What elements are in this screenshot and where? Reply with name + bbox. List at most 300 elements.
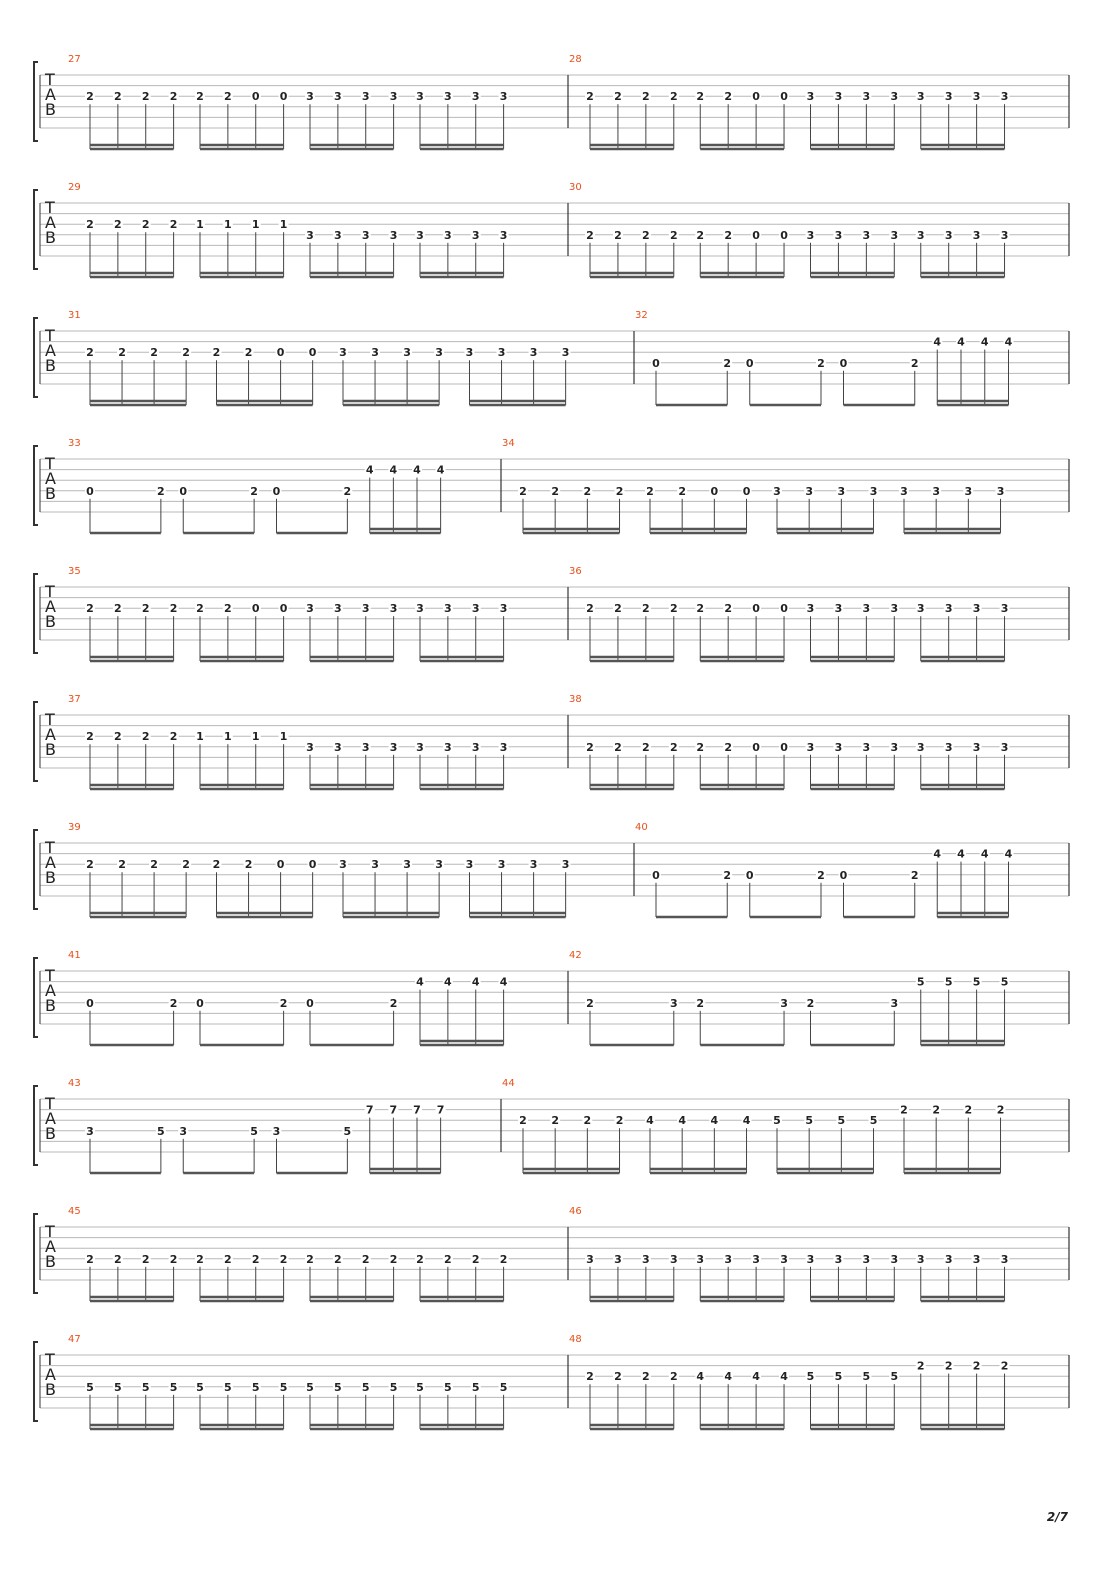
fret-number: 5: [416, 1380, 424, 1394]
note-group: [415, 90, 509, 149]
fret-number: 3: [389, 228, 398, 242]
fret-number: 5: [389, 1380, 398, 1394]
fret-number: 2: [416, 1252, 424, 1266]
fret-number: 2: [141, 730, 150, 744]
fret-number: 2: [519, 1114, 527, 1128]
fret-number: 3: [890, 228, 899, 242]
fret-number: 3: [972, 740, 981, 754]
fret-number: 3: [972, 602, 981, 616]
note-group: [806, 90, 900, 149]
fret-number: 3: [1000, 740, 1009, 754]
fret-number: 3: [339, 858, 347, 872]
fret-number: 2: [910, 868, 919, 882]
fret-number: 4: [933, 847, 942, 861]
fret-number: 3: [669, 996, 678, 1010]
fret-number: 2: [251, 1252, 260, 1266]
fret-number: 3: [497, 346, 506, 360]
note-group: [932, 336, 1013, 405]
fret-number: 3: [361, 602, 370, 616]
note-group: [85, 730, 179, 789]
fret-number: 4: [416, 975, 424, 989]
fret-number: 3: [471, 740, 480, 754]
fret-number: 3: [529, 346, 538, 360]
note-group: [645, 1114, 752, 1173]
fret-number: 2: [817, 868, 825, 882]
fret-number: 3: [972, 90, 981, 104]
measure: [569, 950, 1010, 1045]
tab-system: [34, 694, 1069, 789]
fret-number: 2: [389, 996, 398, 1010]
tab-clef-letter: A: [45, 213, 56, 232]
note-group: [932, 848, 1013, 917]
fret-number: 0: [196, 996, 204, 1010]
note-group: [195, 602, 289, 661]
fret-number: 2: [586, 996, 594, 1010]
tab-clef-letter: A: [45, 1365, 56, 1384]
fret-number: 3: [932, 484, 941, 498]
fret-number: 4: [471, 975, 480, 989]
fret-number: 4: [499, 975, 508, 989]
fret-number: 5: [862, 1370, 871, 1384]
note-group: [305, 997, 399, 1045]
fret-number: 3: [272, 1124, 281, 1138]
note-group: [585, 1370, 679, 1429]
tab-clef-letter: B: [45, 228, 56, 247]
fret-number: 2: [114, 730, 122, 744]
fret-number: 3: [389, 90, 398, 104]
fret-number: 2: [583, 1114, 592, 1128]
fret-number: 2: [86, 858, 94, 872]
fret-number: 3: [972, 1252, 981, 1266]
fret-number: 3: [1000, 1252, 1009, 1266]
fret-number: 3: [86, 1124, 94, 1138]
fret-number: 5: [169, 1380, 178, 1394]
measure-number: 40: [635, 822, 648, 833]
fret-number: 3: [806, 228, 815, 242]
system-bracket: [34, 62, 38, 141]
system-bracket: [34, 574, 38, 653]
fret-number: 2: [669, 90, 678, 104]
fret-number: 2: [669, 228, 678, 242]
measure: [635, 310, 1014, 405]
fret-number: 3: [499, 602, 508, 616]
fret-number: 3: [834, 90, 843, 104]
fret-number: 3: [862, 740, 871, 754]
fret-number: 4: [710, 1114, 719, 1128]
fret-number: 2: [642, 602, 650, 616]
fret-number: 2: [696, 740, 705, 754]
fret-number: 2: [150, 346, 158, 360]
fret-number: 0: [272, 484, 281, 498]
note-group: [212, 858, 318, 917]
fret-number: 3: [862, 1252, 871, 1266]
fret-number: 2: [86, 218, 94, 232]
fret-number: 0: [752, 740, 760, 754]
note-group: [585, 997, 679, 1045]
tab-clef-letter: B: [45, 1380, 56, 1399]
note-group: [695, 741, 789, 789]
fret-number: 3: [890, 1252, 899, 1266]
measure-number: 28: [569, 54, 582, 65]
tab-clef-letter: A: [45, 1109, 56, 1128]
fret-number: 0: [780, 90, 788, 104]
fret-number: 0: [839, 356, 848, 370]
fret-number: 2: [114, 1252, 122, 1266]
measure: [68, 310, 571, 405]
fret-number: 3: [334, 740, 342, 754]
note-group: [916, 976, 1010, 1045]
fret-number: 2: [723, 356, 732, 370]
fret-number: 2: [586, 90, 594, 104]
measure: [569, 182, 1010, 277]
fret-number: 3: [806, 90, 815, 104]
fret-number: 3: [834, 228, 843, 242]
fret-number: 2: [224, 90, 232, 104]
fret-number: 2: [182, 346, 190, 360]
fret-number: 2: [157, 484, 165, 498]
note-group: [916, 602, 1010, 661]
system-bracket: [34, 1214, 38, 1293]
system-bracket: [34, 830, 38, 909]
fret-number: 3: [944, 740, 953, 754]
measure: [68, 1206, 509, 1301]
fret-number: 5: [157, 1124, 165, 1138]
fret-number: 3: [916, 740, 925, 754]
measure-number: 32: [635, 310, 648, 321]
note-group: [305, 602, 399, 661]
fret-number: 2: [669, 1370, 678, 1384]
fret-number: 2: [646, 484, 654, 498]
fret-number: 2: [1000, 1359, 1009, 1373]
fret-number: 4: [957, 335, 965, 349]
note-group: [465, 858, 571, 917]
fret-number: 3: [806, 740, 815, 754]
measure-number: 45: [68, 1206, 81, 1217]
note-group: [839, 869, 920, 917]
fret-number: 5: [361, 1380, 370, 1394]
fret-number: 3: [752, 1252, 760, 1266]
fret-number: 2: [182, 858, 190, 872]
note-group: [695, 90, 789, 149]
fret-number: 2: [169, 90, 178, 104]
measure: [635, 822, 1014, 917]
fret-number: 3: [900, 484, 908, 498]
note-group: [585, 602, 679, 661]
fret-number: 0: [752, 602, 760, 616]
fret-number: 3: [361, 228, 370, 242]
fret-number: 0: [652, 868, 660, 882]
fret-number: 2: [196, 602, 204, 616]
fret-number: 2: [141, 602, 150, 616]
tab-system: [34, 182, 1069, 277]
fret-number: 4: [436, 463, 445, 477]
fret-number: 2: [642, 90, 650, 104]
fret-number: 3: [471, 90, 480, 104]
fret-number: 4: [742, 1114, 751, 1128]
fret-number: 3: [561, 858, 570, 872]
fret-number: 3: [339, 346, 347, 360]
fret-number: 2: [551, 1114, 560, 1128]
fret-number: 2: [86, 730, 94, 744]
fret-number: 0: [780, 740, 788, 754]
fret-number: 3: [890, 996, 899, 1010]
fret-number: 2: [343, 484, 352, 498]
note-group: [195, 1381, 289, 1429]
measure-number: 48: [569, 1334, 582, 1345]
fret-number: 0: [86, 484, 94, 498]
note-group: [916, 741, 1010, 789]
measure-number: 27: [68, 54, 81, 65]
tab-clef-letter: T: [45, 710, 55, 729]
fret-number: 3: [497, 858, 506, 872]
note-group: [338, 346, 444, 405]
measure: [68, 54, 509, 149]
fret-number: 2: [614, 90, 622, 104]
fret-number: 2: [910, 356, 919, 370]
tab-system: [34, 54, 1069, 149]
note-group: [806, 602, 900, 661]
note-group: [85, 346, 191, 405]
fret-number: 3: [306, 228, 314, 242]
measure: [68, 694, 509, 789]
fret-number: 2: [169, 1252, 178, 1266]
note-group: [806, 997, 900, 1045]
tab-clef-letter: B: [45, 100, 56, 119]
fret-number: 3: [1000, 228, 1009, 242]
note-group: [85, 997, 179, 1045]
note-group: [85, 1381, 179, 1429]
note-group: [195, 90, 289, 149]
fret-number: 3: [416, 90, 424, 104]
note-group: [85, 485, 166, 533]
fret-number: 4: [980, 335, 989, 349]
fret-number: 2: [334, 1252, 342, 1266]
fret-number: 5: [1000, 975, 1009, 989]
measure-number: 46: [569, 1206, 582, 1217]
tab-clef-letter: B: [45, 356, 56, 375]
fret-number: 2: [519, 484, 527, 498]
tab-clef-letter: A: [45, 853, 56, 872]
tab-system: [34, 1334, 1069, 1429]
fret-number: 2: [696, 90, 705, 104]
fret-number: 1: [224, 218, 232, 232]
fret-number: 5: [334, 1380, 342, 1394]
fret-number: 2: [169, 996, 178, 1010]
tab-clef-letter: B: [45, 740, 56, 759]
fret-number: 2: [944, 1359, 953, 1373]
note-group: [745, 869, 826, 917]
fret-number: 2: [642, 740, 650, 754]
note-group: [806, 1253, 900, 1301]
tab-clef-letter: T: [45, 198, 55, 217]
fret-number: 5: [944, 975, 953, 989]
note-group: [365, 1104, 446, 1173]
fret-number: 3: [334, 90, 342, 104]
fret-number: 4: [696, 1370, 705, 1384]
fret-number: 3: [389, 740, 398, 754]
fret-number: 4: [752, 1370, 760, 1384]
fret-number: 3: [944, 1252, 953, 1266]
fret-number: 5: [306, 1380, 314, 1394]
fret-number: 5: [869, 1114, 878, 1128]
measure: [68, 182, 509, 277]
fret-number: 0: [179, 484, 188, 498]
fret-number: 2: [614, 602, 622, 616]
fret-number: 2: [86, 90, 94, 104]
note-group: [365, 464, 446, 533]
note-group: [899, 1104, 1006, 1173]
fret-number: 0: [308, 858, 317, 872]
fret-number: 5: [805, 1114, 814, 1128]
fret-number: 3: [444, 740, 452, 754]
fret-number: 7: [365, 1103, 374, 1117]
note-group: [178, 1125, 259, 1173]
fret-number: 5: [444, 1380, 452, 1394]
tab-clef-letter: A: [45, 725, 56, 744]
measure-number: 44: [502, 1078, 515, 1089]
measure: [569, 566, 1010, 661]
tab-system: [34, 310, 1069, 405]
fret-number: 0: [279, 602, 288, 616]
tab-clef-letter: T: [45, 454, 55, 473]
tab-clef-letter: B: [45, 996, 56, 1015]
system-bracket: [34, 318, 38, 397]
measure-number: 35: [68, 566, 81, 577]
fret-number: 2: [444, 1252, 452, 1266]
fret-number: 0: [306, 996, 314, 1010]
fret-number: 3: [916, 90, 925, 104]
fret-number: 2: [118, 858, 126, 872]
measure-number: 33: [68, 438, 81, 449]
tab-system: [34, 438, 1069, 533]
note-group: [806, 229, 900, 277]
fret-number: 3: [805, 484, 814, 498]
fret-number: 4: [933, 335, 942, 349]
measure-number: 41: [68, 950, 81, 961]
fret-number: 5: [279, 1380, 288, 1394]
fret-number: 3: [780, 996, 788, 1010]
measure-number: 38: [569, 694, 582, 705]
fret-number: 0: [652, 356, 660, 370]
fret-number: 2: [279, 996, 288, 1010]
note-group: [585, 90, 679, 149]
fret-number: 5: [806, 1370, 815, 1384]
fret-number: 2: [900, 1103, 908, 1117]
fret-number: 0: [308, 346, 317, 360]
fret-number: 2: [678, 484, 687, 498]
tab-system: [34, 950, 1069, 1045]
tab-clef-letter: T: [45, 1094, 55, 1113]
fret-number: 0: [780, 228, 788, 242]
fret-number: 2: [586, 228, 594, 242]
fret-number: 4: [444, 975, 452, 989]
fret-number: 2: [817, 356, 825, 370]
fret-number: 1: [251, 730, 260, 744]
note-group: [195, 997, 289, 1045]
tab-system: [34, 822, 1069, 917]
fret-number: 3: [944, 90, 953, 104]
note-group: [695, 229, 789, 277]
fret-number: 7: [436, 1103, 445, 1117]
fret-number: 1: [196, 730, 204, 744]
fret-number: 3: [529, 858, 538, 872]
fret-number: 2: [499, 1252, 508, 1266]
fret-number: 2: [224, 1252, 232, 1266]
note-group: [806, 1370, 900, 1429]
fret-number: 4: [957, 847, 965, 861]
note-group: [518, 485, 625, 533]
fret-number: 3: [416, 740, 424, 754]
system-bracket: [34, 1342, 38, 1421]
note-group: [305, 1253, 399, 1301]
fret-number: 2: [586, 1370, 594, 1384]
measure: [68, 822, 571, 917]
note-group: [415, 741, 509, 789]
note-group: [85, 858, 191, 917]
fret-number: 2: [141, 90, 150, 104]
system-bracket: [34, 702, 38, 781]
measure: [502, 1078, 1006, 1173]
fret-number: 2: [471, 1252, 480, 1266]
fret-number: 4: [389, 463, 398, 477]
note-group: [305, 1381, 399, 1429]
note-group: [415, 1253, 509, 1301]
fret-number: 2: [806, 996, 815, 1010]
fret-number: 2: [114, 90, 122, 104]
fret-number: 1: [196, 218, 204, 232]
fret-number: 3: [890, 740, 899, 754]
fret-number: 3: [862, 90, 871, 104]
fret-number: 3: [499, 228, 508, 242]
note-group: [839, 357, 920, 405]
fret-number: 5: [773, 1114, 781, 1128]
fret-number: 2: [642, 228, 650, 242]
note-group: [338, 858, 444, 917]
system-bracket: [34, 1086, 38, 1165]
fret-number: 3: [916, 228, 925, 242]
fret-number: 3: [669, 1252, 678, 1266]
fret-number: 3: [890, 90, 899, 104]
fret-number: 2: [996, 1103, 1005, 1117]
tab-clef-letter: B: [45, 1252, 56, 1271]
fret-number: 4: [365, 463, 374, 477]
tab-clef-letter: T: [45, 326, 55, 345]
note-group: [195, 730, 289, 789]
fret-number: 2: [306, 1252, 314, 1266]
fret-number: 2: [696, 228, 705, 242]
note-group: [305, 229, 399, 277]
fret-number: 2: [696, 602, 705, 616]
fret-number: 5: [834, 1370, 843, 1384]
fret-number: 2: [614, 1370, 622, 1384]
fret-number: 3: [435, 346, 443, 360]
fret-number: 3: [780, 1252, 788, 1266]
fret-number: 3: [996, 484, 1005, 498]
note-group: [651, 357, 732, 405]
fret-number: 2: [669, 740, 678, 754]
fret-number: 5: [837, 1114, 846, 1128]
fret-number: 0: [752, 90, 760, 104]
fret-number: 3: [435, 858, 443, 872]
fret-number: 2: [224, 602, 232, 616]
note-group: [916, 1360, 1010, 1429]
system-bracket: [34, 446, 38, 525]
fret-number: 3: [834, 602, 843, 616]
fret-number: 5: [471, 1380, 480, 1394]
note-group: [916, 1253, 1010, 1301]
fret-number: 3: [806, 1252, 815, 1266]
fret-number: 5: [890, 1370, 899, 1384]
